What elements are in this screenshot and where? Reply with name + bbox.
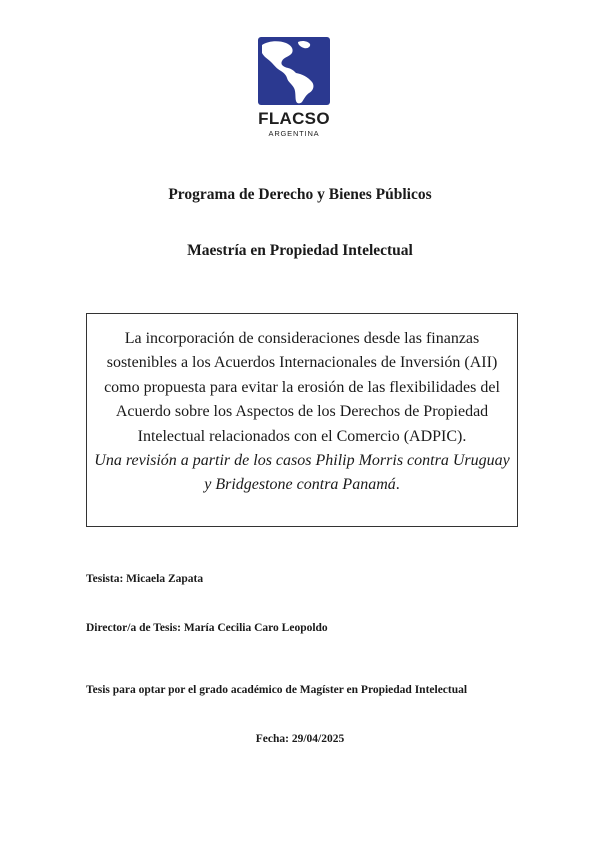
subtitle-line: Una revisión a partir de los casos Philip Morris contra Uruguay xyxy=(94,452,510,470)
title-line: como propuesta para evitar la erosión de las flexibilidades del xyxy=(104,378,500,396)
thesis-date: Fecha: 29/04/2025 xyxy=(255,733,345,745)
master-heading: Maestría en Propiedad Intelectual xyxy=(187,242,413,259)
logo-name: FLACSO xyxy=(258,109,330,128)
flacso-logo xyxy=(255,37,333,137)
logo-subtitle: ARGENTINA xyxy=(268,129,320,138)
subtitle-line: y Bridgestone contra Panamá xyxy=(204,476,396,494)
title-line: sostenibles a los Acuerdos Internacionales de Inversión (AII) xyxy=(106,354,498,372)
subtitle-end: . xyxy=(395,476,400,494)
title-line: Intelectual relacionados con el Comercio (ADPIC). xyxy=(137,427,467,445)
degree-statement: Tesis para optar por el grado académico de Magíster en Propiedad Intelectual xyxy=(86,684,468,696)
director-name: Director/a de Tesis: María Cecilia Caro Leopoldo xyxy=(86,622,328,634)
title-line: Acuerdo sobre los Aspectos de los Derechos de Propiedad xyxy=(115,403,489,421)
thesis-title-box xyxy=(86,313,518,527)
title-line: La incorporación de consideraciones desde las finanzas xyxy=(124,330,480,347)
america-map-icon xyxy=(258,37,330,105)
student-name: Tesista: Micaela Zapata xyxy=(86,573,204,585)
program-heading: Programa de Derecho y Bienes Públicos xyxy=(168,186,432,203)
subtitle-line-wrap xyxy=(87,473,517,497)
